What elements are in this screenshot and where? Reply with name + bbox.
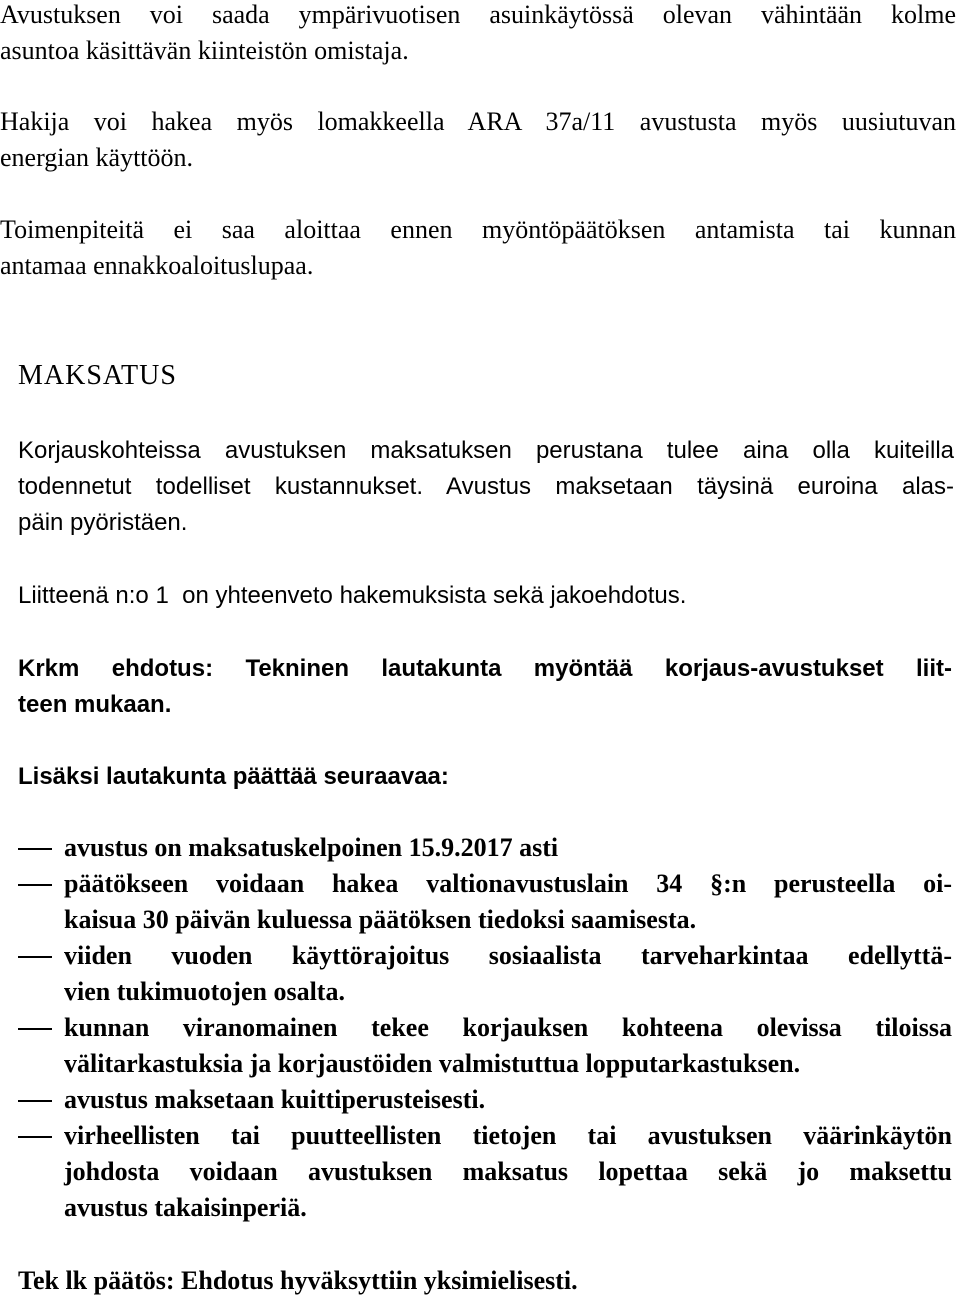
condition-6-line-1: virheellisten tai puutteellisten tietojen tai avustuksen väärinkäytön xyxy=(64,1121,952,1150)
section-heading: MAKSATUS xyxy=(18,360,177,391)
intro-paragraph-2-line-2: energian käyttöön. xyxy=(0,143,194,172)
condition-6-line-2: johdosta voidaan avustuksen maksatus lopettaa sekä jo maksettu xyxy=(64,1157,952,1186)
committee-decision: Tek lk päätös: Ehdotus hyväksyttiin yksimielisesti. xyxy=(18,1266,578,1295)
condition-3-line-2: vien tukimuotojen osalta. xyxy=(64,977,345,1006)
condition-5-line-1: avustus maksetaan kuittiperusteisesti. xyxy=(64,1085,486,1114)
condition-2-line-2: kaisua 30 päivän kuluessa päätöksen tiedoksi saamisesta. xyxy=(64,905,697,934)
intro-paragraph-1-line-1: Avustuksen voi saada ympärivuotisen asuinkäytössä olevan vähintään kolme xyxy=(0,0,956,29)
condition-4-line-2: välitarkastuksia ja korjaustöiden valmistuttua lopputarkastuksen. xyxy=(64,1049,801,1078)
intro-paragraph-2-line-1: Hakija voi hakea myös lomakkeella ARA 37a/11 avustusta myös uusiutuvan xyxy=(0,107,956,136)
condition-4-line-1: kunnan viranomainen tekee korjauksen kohteena olevissa tiloissa xyxy=(64,1013,952,1042)
intro-paragraph-1-line-2: asuntoa käsittävän kiinteistön omistaja. xyxy=(0,36,409,65)
proposal-line-2: teen mukaan. xyxy=(18,691,172,718)
list-dash xyxy=(18,1100,52,1102)
intro-paragraph-3-line-1: Toimenpiteitä ei saa aloittaa ennen myöntöpäätöksen antamista tai kunnan xyxy=(0,215,956,244)
condition-1-line-1: avustus on maksatuskelpoinen 15.9.2017 asti xyxy=(64,833,559,862)
condition-2-line-1: päätökseen voidaan hakea valtionavustuslain 34 §:n perusteella oi- xyxy=(64,869,952,898)
condition-6-line-3: avustus takaisinperiä. xyxy=(64,1193,307,1222)
list-dash xyxy=(18,884,52,886)
intro-paragraph-3-line-2: antamaa ennakkoaloituslupaa. xyxy=(0,251,314,280)
maksatus-paragraph-line-1: Korjauskohteissa avustuksen maksatuksen perustana tulee aina olla kuiteilla xyxy=(18,437,954,464)
list-dash xyxy=(18,1136,52,1138)
condition-3-line-1: viiden vuoden käyttörajoitus sosiaalista tarveharkintaa edellyttä- xyxy=(64,941,952,970)
proposal-line-1: Krkm ehdotus: Tekninen lautakunta myöntää korjaus-avustukset liit- xyxy=(18,655,952,682)
attachment-note: Liitteenä n:o 1 on yhteenveto hakemuksista sekä jakoehdotus. xyxy=(18,582,687,609)
list-dash xyxy=(18,848,52,850)
list-dash xyxy=(18,1028,52,1030)
maksatus-paragraph-line-2: todennetut todelliset kustannukset. Avustus maksetaan täysinä euroina alas- xyxy=(18,473,954,500)
maksatus-paragraph-line-3: päin pyöristäen. xyxy=(18,509,188,536)
list-dash xyxy=(18,956,52,958)
additional-decisions-heading: Lisäksi lautakunta päättää seuraavaa: xyxy=(18,763,449,790)
